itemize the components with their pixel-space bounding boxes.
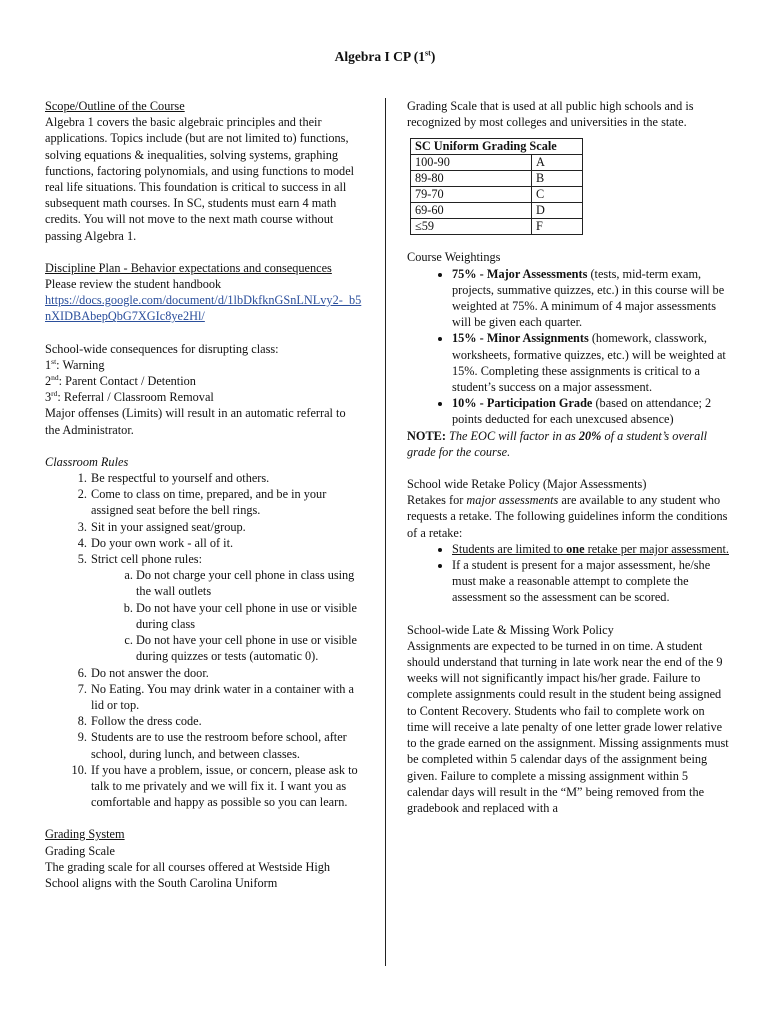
scope-body: Algebra 1 covers the basic algebraic principles and their applications. Topics include (but are not limited to) functions, solving equations & inequalities, solving systems, graphing functions, factoring polynomials, and using functions to model real life situations. This foundation is critical to success in all subsequent math courses. In SC, students must earn 4 math credits. You will not move to the next math course without passing Algebra 1. xyxy=(45,115,355,243)
late-body: Assignments are expected to be turned in on time. A student should understand that turning in late work near the end of the 9 weeks will not significantly impact his/her grade. Failure to complete assignments could result in the student being assigned to Content Recovery. Students who fail to complete work on time will receive a late penalty of one letter grade lower relative to the grade earned on the assignment. Missing assignments must be completed within 5 calendar days of the assignment being given. Failure to complete a missing assignment within 5 calendar days will result in the “M” being removed from the gradebook and replaced with a xyxy=(407,638,729,815)
table-row: 89-80 B xyxy=(411,171,583,187)
consequence-3: 3rd: Referral / Classroom Removal xyxy=(45,389,214,405)
eoc-note: NOTE: The EOC will factor in as 20% of a student’s overall grade for the course. xyxy=(407,428,708,459)
right-column xyxy=(407,98,729,816)
rule-item: 1. Be respectful to yourself and others. xyxy=(90,470,363,486)
rule-item: 6. Do not answer the door. xyxy=(90,665,363,681)
grading-body-start: The grading scale for all courses offered at Westside High School aligns with the South Carolina Uniform xyxy=(45,859,331,890)
consequence-2: 2nd: Parent Contact / Detention xyxy=(45,372,196,389)
grading-subheading: Grading Scale xyxy=(45,843,115,858)
rule-item: 8. Follow the dress code. xyxy=(90,713,363,729)
phone-rule: b. Do not have your cell phone in use or visible during class xyxy=(136,600,363,632)
weighting-item: • 75% - Major Assessments (tests, mid-term exam, projects, summative quizzes, etc.) in this course will be weighted at 75%. A minimum of 4 major assessments will be given each quarter. xyxy=(452,266,729,331)
rule-item: 2. Come to class on time, prepared, and be in your assigned seat before the bell rings. xyxy=(90,486,363,518)
column-divider xyxy=(385,98,386,966)
page-title: Algebra I CP (1st) xyxy=(334,48,436,64)
rules-list xyxy=(45,470,363,810)
table-header: SC Uniform Grading Scale xyxy=(411,139,583,155)
grading-body-continued: Grading Scale that is used at all public high schools and is recognized by most colleges and universities in the state. xyxy=(407,99,694,130)
weighting-item: • 10% - Participation Grade (based on attendance; 2 points deducted for each unexcused absence) xyxy=(452,395,729,427)
table-row: ≤59 F xyxy=(411,219,583,235)
table-row: 69-60 D xyxy=(411,203,583,219)
rules-heading: Classroom Rules xyxy=(45,454,129,469)
grading-heading: Grading System xyxy=(45,827,125,842)
retake-heading: School wide Retake Policy (Major Assessments) xyxy=(407,477,647,492)
retake-body: Retakes for major assessments are available to any student who requests a retake. The following guidelines inform the conditions of a retake: xyxy=(407,493,728,540)
table-row: 100-90 A xyxy=(411,155,583,171)
rule-item-phone: 5. Strict cell phone rules: a. Do not charge your cell phone in class using the wall outlets b. Do not have your cell phone in use or visible during class c. Do not have your cell phone in use or visible during quizzes or tests (automatic 0). xyxy=(90,551,363,664)
retake-item: • Students are limited to one retake per major assessment. xyxy=(452,541,729,557)
weightings-heading: Course Weightings xyxy=(407,250,501,265)
phone-rules-list xyxy=(91,567,363,664)
weighting-item: • 15% - Minor Assignments (homework, classwork, worksheets, formative quizzes, etc.) will be weighted at 15%. Completing these assignments is critical to a student’s success on a major assessment. xyxy=(452,330,729,395)
discipline-heading: Discipline Plan - Behavior expectations and consequences xyxy=(45,260,332,275)
table-row: 79-70 C xyxy=(411,187,583,203)
scope-heading: Scope/Outline of the Course xyxy=(45,99,185,113)
rule-item: 4. Do your own work - all of it. xyxy=(90,535,363,551)
retake-item: • If a student is present for a major assessment, he/she must make a reasonable attempt to complete the assessment so the assessment can be scored. xyxy=(452,557,729,606)
grading-scale-table xyxy=(410,138,583,235)
major-offenses: Major offenses (Limits) will result in an automatic referral to the Administrator. xyxy=(45,406,346,437)
left-column xyxy=(45,98,363,891)
handbook-text: Please review the student handbook xyxy=(45,277,222,292)
consequences-intro: School-wide consequences for disrupting class: xyxy=(45,341,279,356)
phone-rule: a. Do not charge your cell phone in class using the wall outlets xyxy=(136,567,363,599)
retake-list xyxy=(407,541,729,606)
rule-item: 10. If you have a problem, issue, or concern, please ask to talk to me privately and we will fix it. I want you as comfortable and happy as possible so you can learn. xyxy=(90,762,363,811)
rule-item: 9. Students are to use the restroom before school, after school, during lunch, and between classes. xyxy=(90,729,363,761)
consequence-1: 1st: Warning xyxy=(45,356,105,372)
rule-item: 7. No Eating. You may drink water in a container with a lid or top. xyxy=(90,681,363,713)
handbook-link[interactable]: https://docs.google.com/document/d/1lbDkfknGSnLNLvy2-_b5nXIDBAbepQbG7XGIc8ye2Hl/ xyxy=(45,293,362,324)
weightings-list xyxy=(407,266,729,428)
phone-rule: c. Do not have your cell phone in use or visible during quizzes or tests (automatic 0). xyxy=(136,632,363,664)
rule-item: 3. Sit in your assigned seat/group. xyxy=(90,519,363,535)
late-heading: School-wide Late & Missing Work Policy xyxy=(407,622,614,637)
